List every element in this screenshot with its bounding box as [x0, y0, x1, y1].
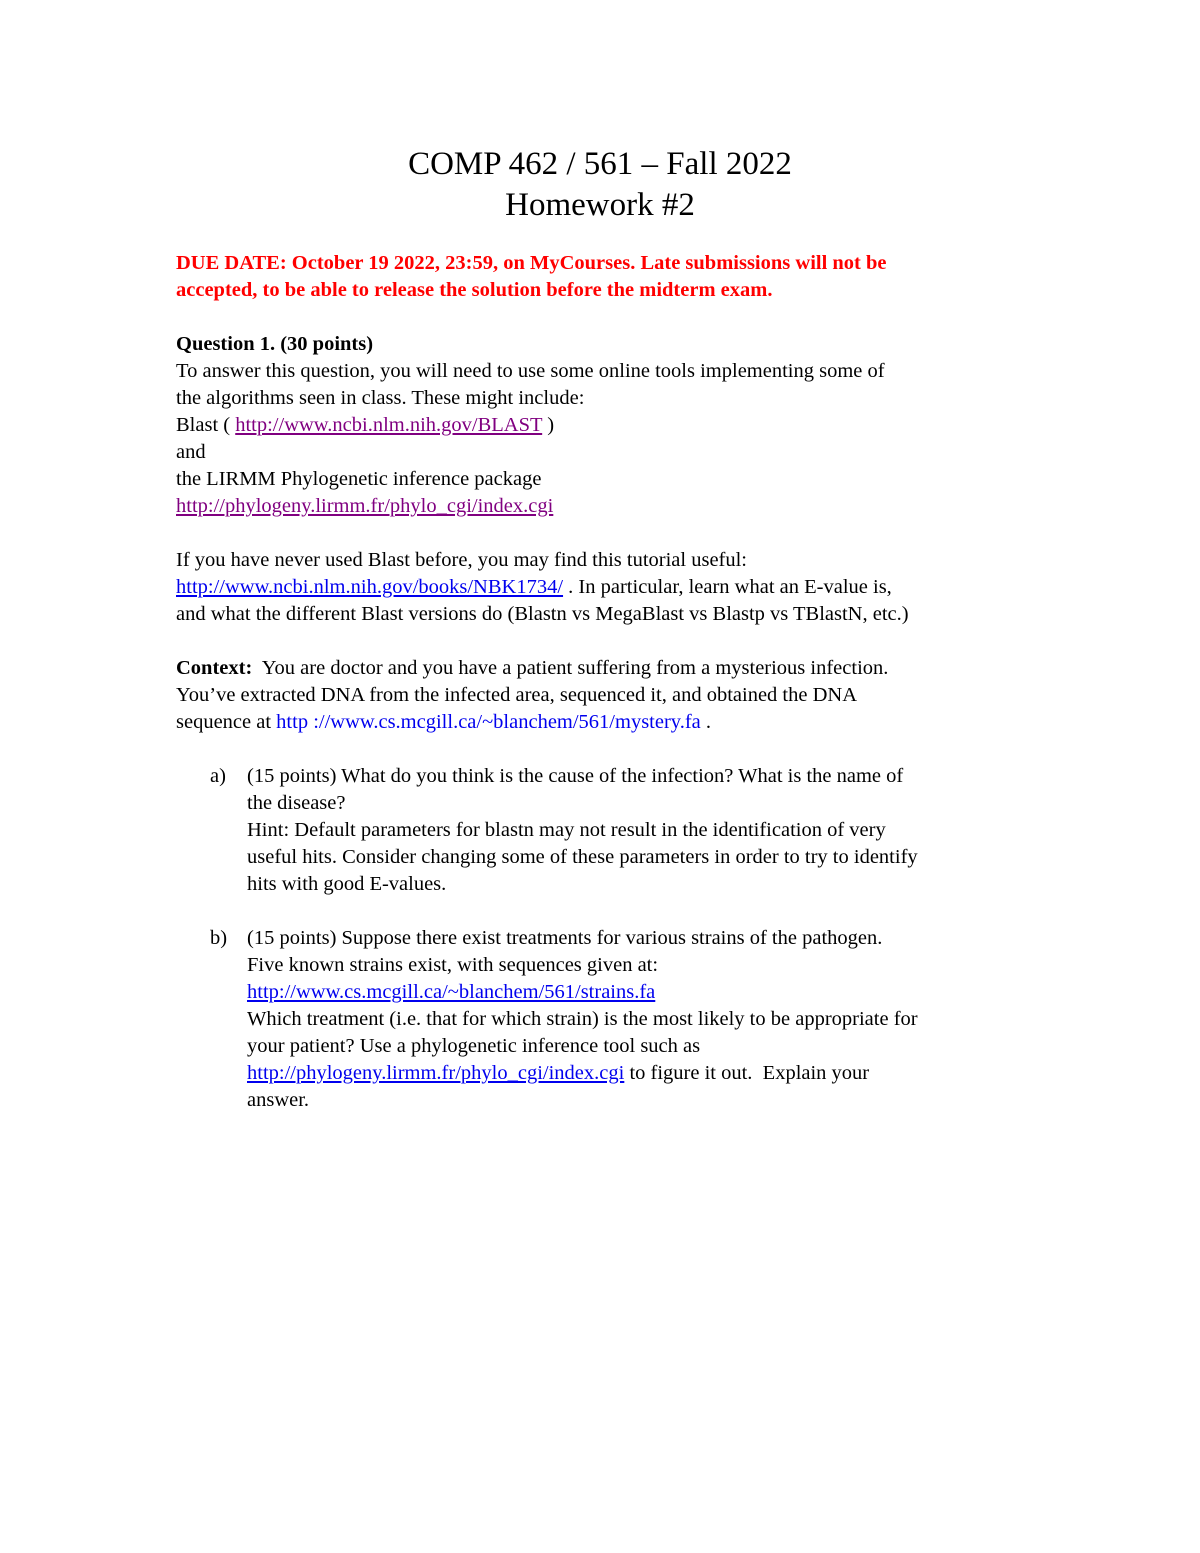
- part-a-line-1: (15 points) What do you think is the cause of the infection? What is the name of: [247, 765, 904, 787]
- and-text: and: [176, 441, 206, 463]
- blast-link[interactable]: http://www.ncbi.nlm.nih.gov/BLAST: [235, 414, 543, 436]
- part-b-line-5: your patient? Use a phylogenetic inference tool such as: [247, 1035, 701, 1057]
- tutorial-after: . In particular, learn what an E-value is,: [563, 576, 892, 598]
- tutorial-line-2: [176, 574, 1036, 601]
- intro-line-1: To answer this question, you will need to use some online tools implementing some of: [176, 360, 885, 382]
- part-a: [176, 763, 1036, 898]
- strains-link[interactable]: http://www.cs.mcgill.ca/~blanchem/561/strains.fa: [247, 981, 656, 1003]
- part-a-hint-3: hits with good E-values.: [247, 873, 447, 895]
- part-b-marker: b): [210, 927, 228, 949]
- title-block: [0, 144, 1200, 226]
- part-gap: [176, 898, 1036, 925]
- course-title: COMP 462 / 561 – Fall 2022: [408, 146, 792, 182]
- due-date-notice: [176, 250, 1036, 304]
- homework-title: Homework #2: [505, 187, 695, 223]
- context-text: You are doctor and you have a patient suffering from a mysterious infection.: [252, 657, 889, 679]
- blast-line: [176, 412, 1036, 439]
- blast-suffix: ): [542, 414, 555, 436]
- part-b-line-6: [247, 1060, 1036, 1087]
- part-b-line-1: (15 points) Suppose there exist treatments for various strains of the pathogen.: [247, 927, 883, 949]
- due-line-1: DUE DATE: October 19 2022, 23:59, on MyCourses. Late submissions will not be: [176, 252, 887, 274]
- part-a-hint-2: useful hits. Consider changing some of these parameters in order to try to identify: [247, 846, 918, 868]
- context-line-2: You’ve extracted DNA from the infected area, sequenced it, and obtained the DNA: [176, 684, 858, 706]
- part-a-hint-1: Hint: Default parameters for blastn may not result in the identification of very: [247, 819, 886, 841]
- question-parts: [176, 763, 1036, 1114]
- blast-prefix: Blast (: [176, 414, 236, 436]
- tutorial-line-1: If you have never used Blast before, you may find this tutorial useful:: [176, 549, 748, 571]
- intro-line-2: the algorithms seen in class. These might include:: [176, 387, 585, 409]
- part-a-line-2: the disease?: [247, 792, 346, 814]
- context-suffix: .: [700, 711, 712, 733]
- phylo-link[interactable]: http://phylogeny.lirmm.fr/phylo_cgi/index.cgi: [247, 1062, 625, 1084]
- part-b-line-2: Five known strains exist, with sequences given at:: [247, 954, 659, 976]
- tutorial-line-3: and what the different Blast versions do (Blastn vs MegaBlast vs Blastp vs TBlastN, etc.): [176, 603, 909, 625]
- lirmm-text: the LIRMM Phylogenetic inference package: [176, 468, 542, 490]
- context-label: Context:: [176, 657, 253, 679]
- context-prefix: sequence at: [176, 711, 277, 733]
- part-b-line-7: answer.: [247, 1089, 310, 1111]
- lirmm-link[interactable]: http://phylogeny.lirmm.fr/phylo_cgi/index.cgi: [176, 495, 554, 517]
- part-a-marker: a): [210, 765, 226, 787]
- mystery-link[interactable]: http ://www.cs.mcgill.ca/~blanchem/561/mystery.fa: [276, 711, 701, 733]
- part-b: [176, 925, 1036, 1114]
- part-b-line-4: Which treatment (i.e. that for which strain) is the most likely to be appropriate for: [247, 1008, 918, 1030]
- tutorial-link[interactable]: http://www.ncbi.nlm.nih.gov/books/NBK1734/: [176, 576, 564, 598]
- context-line-3: [176, 709, 1036, 736]
- question-1-heading: Question 1. (30 points): [176, 333, 374, 355]
- context-line-1: [176, 655, 1036, 682]
- part-b-line-6-after: to figure it out. Explain your: [624, 1062, 870, 1084]
- document-body: [176, 250, 1036, 1114]
- due-line-2: accepted, to be able to release the solution before the midterm exam.: [176, 279, 773, 301]
